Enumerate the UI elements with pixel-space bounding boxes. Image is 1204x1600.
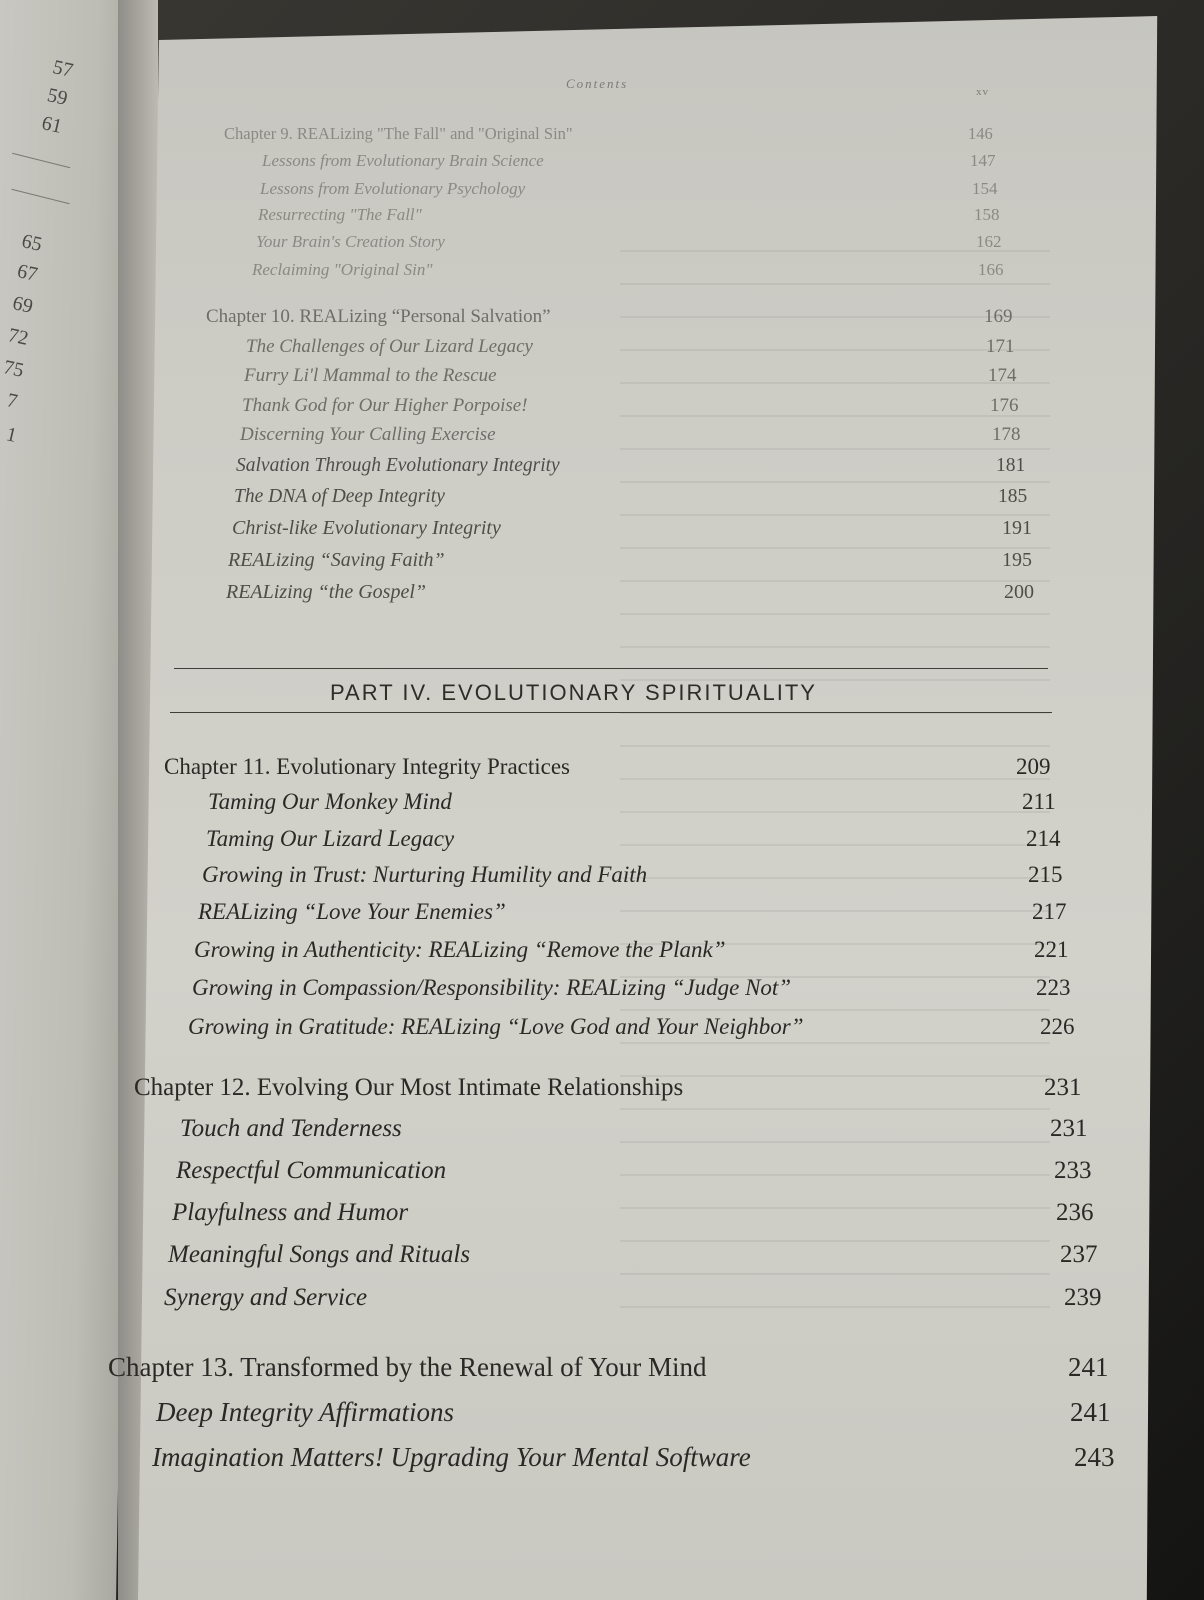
page-number: 239: [1064, 1284, 1102, 1311]
chapter-title: Chapter 9. REALizing "The Fall" and "Original Sin": [224, 124, 573, 143]
page-number: 231: [1050, 1115, 1088, 1142]
section-title: Salvation Through Evolutionary Integrity: [236, 455, 560, 476]
section-title: Growing in Trust: Nurturing Humility and Faith: [202, 862, 648, 887]
page-number: 226: [1040, 1014, 1075, 1039]
page-number: 214: [1026, 826, 1061, 851]
page-number: 236: [1056, 1199, 1094, 1226]
section-title: Lessons from Evolutionary Brain Science: [262, 151, 544, 170]
page-number: 223: [1036, 975, 1071, 1000]
left-page-number: 75: [1, 356, 26, 382]
left-page-number: 7: [4, 389, 20, 413]
page-number: 169: [984, 306, 1013, 327]
part-rule-top: [174, 668, 1048, 669]
section-title: Taming Our Monkey Mind: [208, 789, 452, 814]
page-number: 181: [996, 455, 1026, 476]
left-page-number: 67: [15, 260, 40, 286]
page-number: 231: [1044, 1074, 1082, 1101]
section-title: REALizing “Love Your Enemies”: [198, 899, 506, 924]
page-number: 174: [988, 365, 1017, 386]
section-title: Resurrecting "The Fall": [258, 205, 422, 224]
section-title: Lessons from Evolutionary Psychology: [260, 179, 526, 198]
section-title: Touch and Tenderness: [180, 1115, 402, 1142]
page-number: 147: [970, 151, 996, 170]
page-number: 176: [990, 395, 1019, 416]
left-page-number: 72: [5, 324, 31, 350]
left-page-number: 59: [45, 84, 70, 110]
left-page-number: 57: [50, 56, 76, 82]
section-title: Growing in Authenticity: REALizing “Remove the Plank”: [194, 937, 726, 962]
page-number: 237: [1060, 1241, 1098, 1268]
page-number: 217: [1032, 899, 1067, 924]
section-title: The Challenges of Our Lizard Legacy: [246, 336, 533, 357]
section-title: REALizing “the Gospel”: [226, 581, 427, 603]
page-number: 241: [1070, 1397, 1111, 1427]
page-number: 200: [1004, 581, 1034, 603]
section-title: Synergy and Service: [164, 1284, 368, 1311]
section-title: Deep Integrity Affirmations: [156, 1397, 454, 1427]
page-number: 221: [1034, 937, 1069, 962]
section-title: Respectful Communication: [176, 1157, 447, 1184]
page-number: 241: [1068, 1352, 1109, 1382]
chapter-title: Chapter 12. Evolving Our Most Intimate Relationships: [134, 1074, 684, 1101]
section-title: Christ-like Evolutionary Integrity: [232, 517, 501, 539]
section-title: Thank God for Our Higher Porpoise!: [242, 395, 528, 416]
page-number: 162: [976, 232, 1002, 251]
chapter-title: Chapter 10. REALizing “Personal Salvation”: [206, 306, 551, 327]
left-page-number: 65: [19, 230, 45, 256]
section-title: Playfulness and Humor: [172, 1199, 409, 1226]
page-number: 211: [1022, 789, 1056, 814]
page-number: 191: [1002, 517, 1032, 539]
page-number: 185: [998, 486, 1028, 507]
page-number: 146: [968, 124, 993, 143]
page-folio: xv: [976, 86, 989, 98]
section-title: Growing in Compassion/Responsibility: REALizing “Judge Not”: [192, 975, 792, 1000]
page-number: 209: [1016, 754, 1051, 779]
page-number: 215: [1028, 862, 1063, 887]
page-number: 158: [974, 205, 1000, 224]
section-title: Meaningful Songs and Rituals: [168, 1241, 471, 1268]
left-page-number: 1: [4, 423, 19, 447]
part-rule-bottom: [170, 712, 1052, 713]
chapter-title: Chapter 11. Evolutionary Integrity Practices: [164, 754, 571, 779]
running-header: Contents: [566, 76, 629, 91]
page-number: 243: [1074, 1442, 1115, 1472]
page-number: 171: [986, 336, 1015, 357]
section-title: Growing in Gratitude: REALizing “Love God and Your Neighbor”: [188, 1014, 804, 1039]
section-title: Furry Li'l Mammal to the Rescue: [244, 365, 497, 386]
page-number: 233: [1054, 1157, 1092, 1184]
section-title: Your Brain's Creation Story: [256, 232, 445, 251]
part-heading: PART IV. EVOLUTIONARY SPIRITUALITY: [330, 680, 817, 705]
section-title: The DNA of Deep Integrity: [234, 486, 445, 507]
page-number: 154: [972, 179, 998, 198]
page-number: 195: [1002, 549, 1032, 571]
chapter-title: Chapter 13. Transformed by the Renewal of Your Mind: [108, 1352, 707, 1382]
left-page-number: 69: [10, 292, 35, 318]
page-number: 166: [978, 260, 1004, 279]
section-title: REALizing “Saving Faith”: [228, 549, 445, 571]
section-title: Imagination Matters! Upgrading Your Mental Software: [152, 1442, 751, 1472]
section-title: Reclaiming "Original Sin": [252, 260, 433, 279]
section-title: Discerning Your Calling Exercise: [240, 424, 496, 445]
left-page-number: 61: [39, 112, 65, 138]
page-number: 178: [992, 424, 1021, 445]
section-title: Taming Our Lizard Legacy: [206, 826, 455, 851]
